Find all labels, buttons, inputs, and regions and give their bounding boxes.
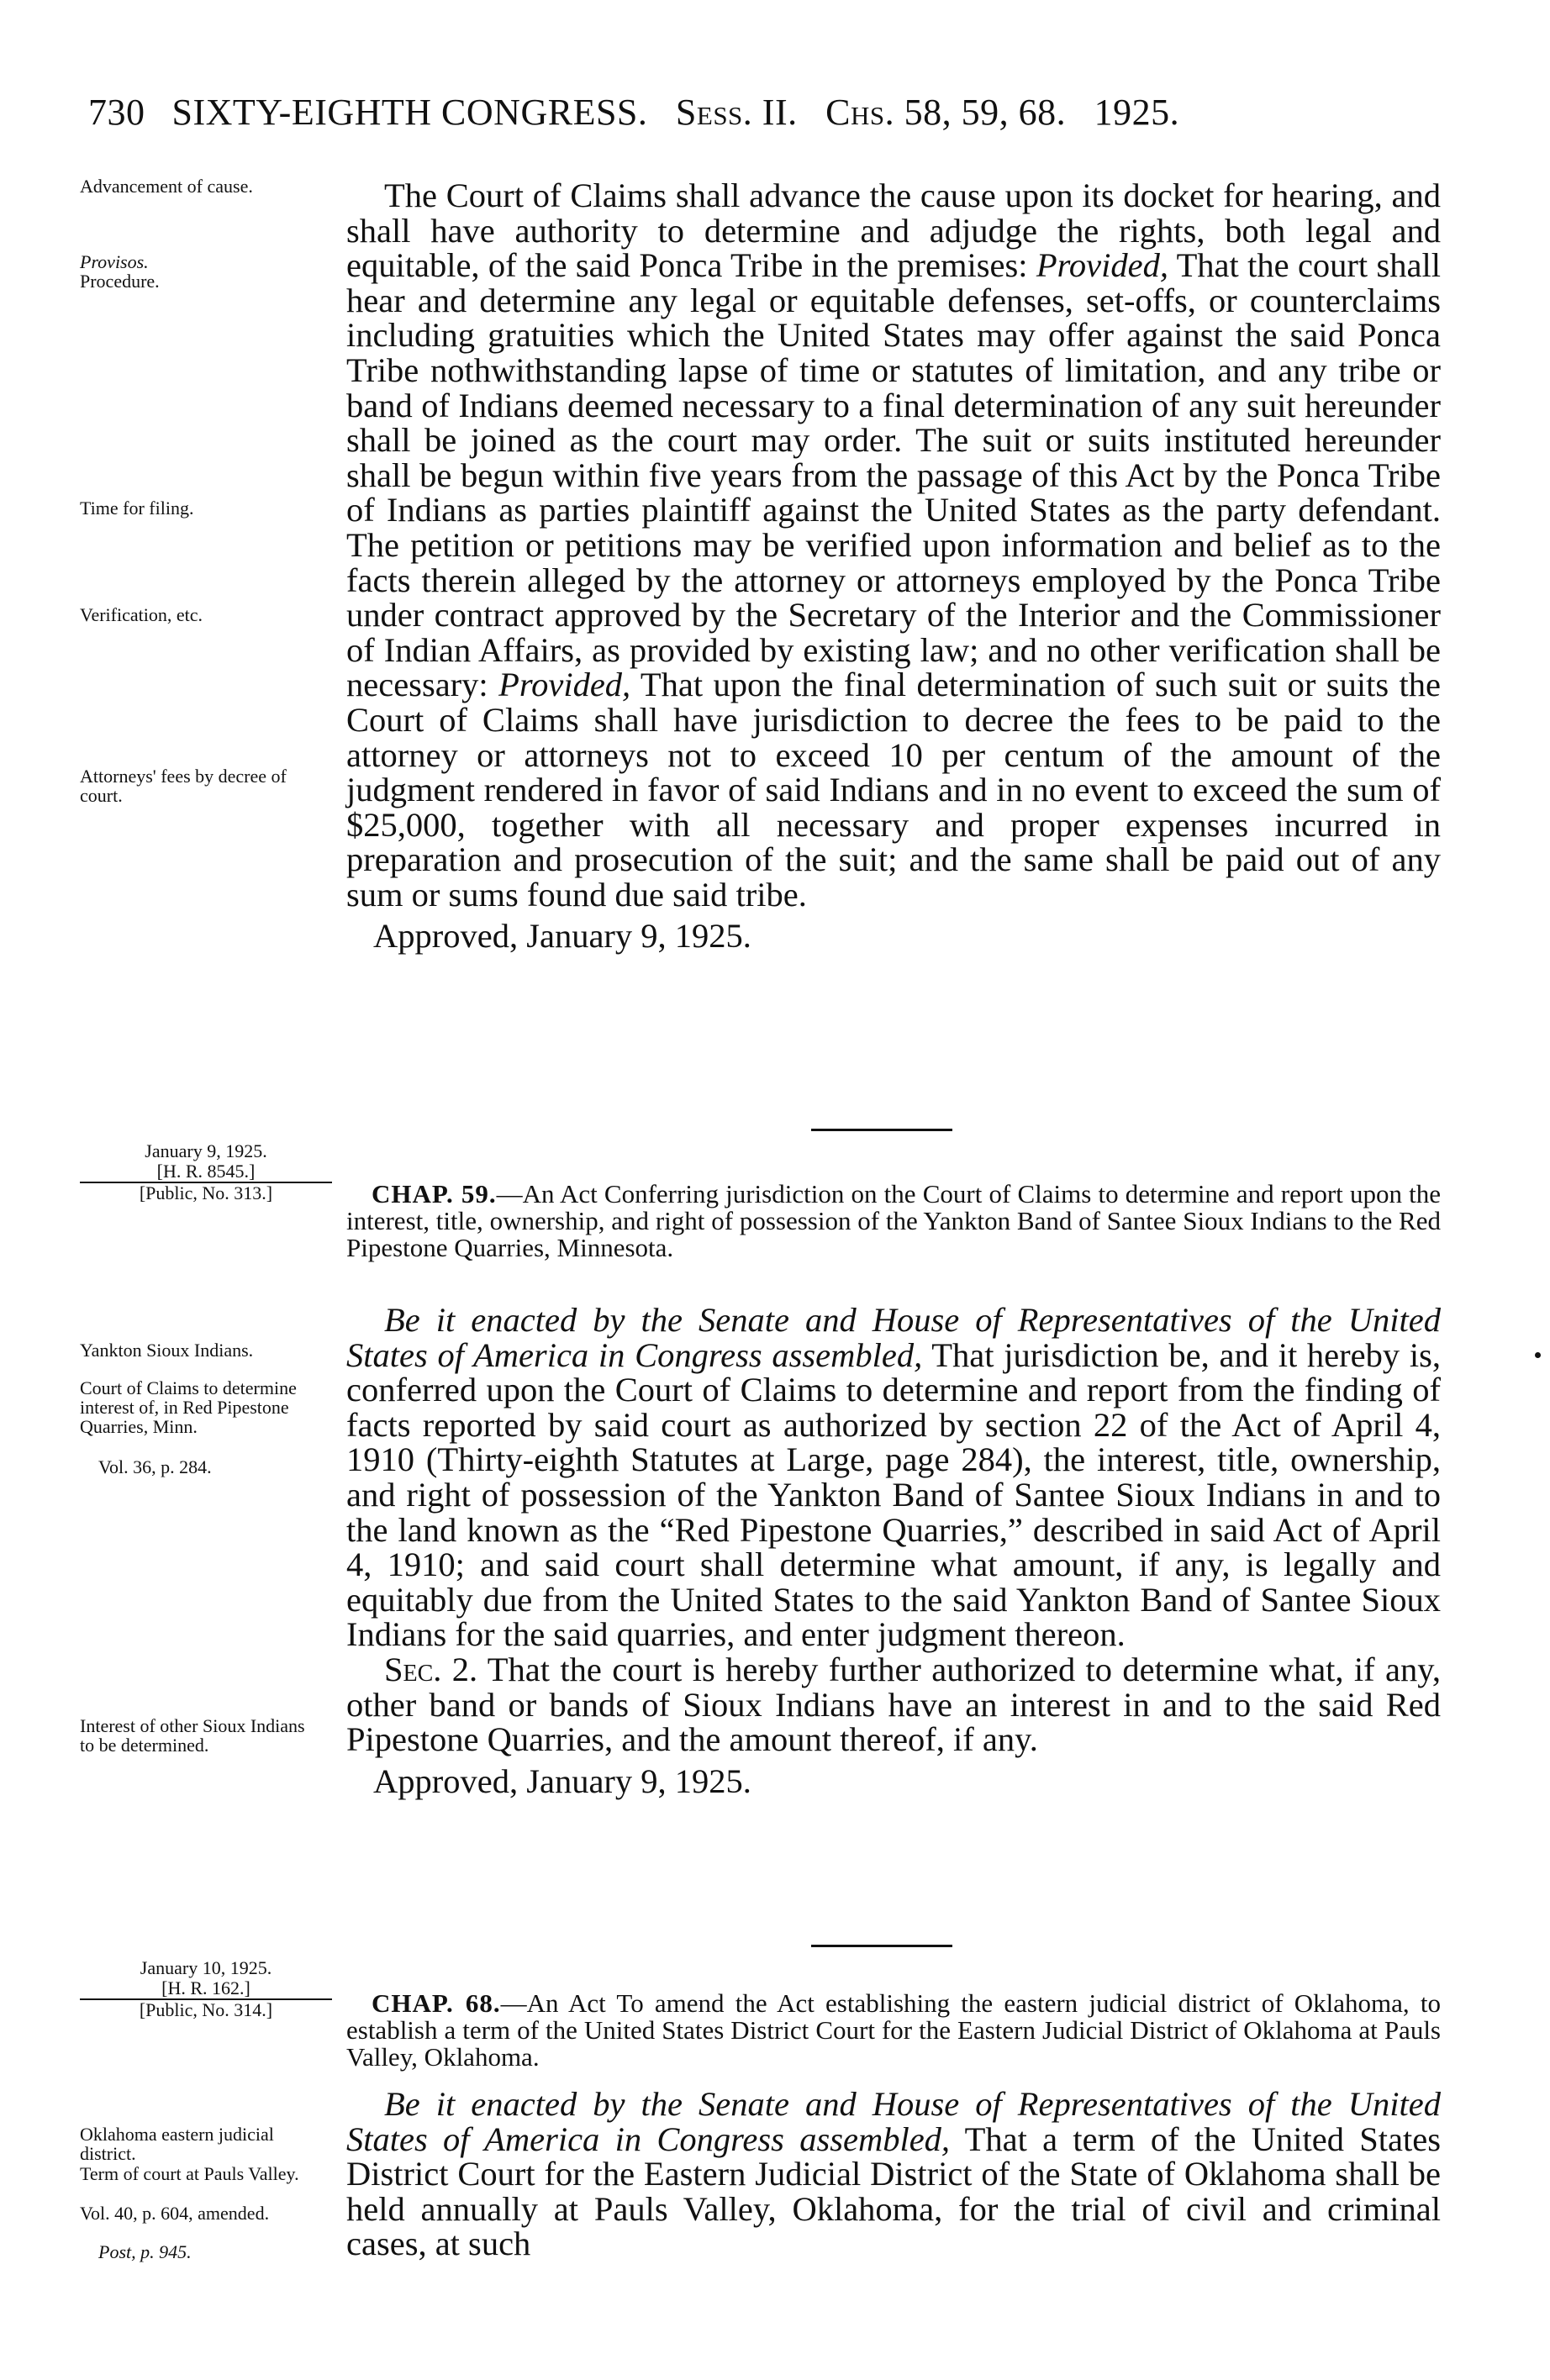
chap59-paragraph-1 [346,1303,1441,1652]
chap58-text-a: The Court of Claims shall advance the cause upon its docket for hearing, and shall have authority to determine and adjudge the rights, both legal and equitable, of the said Ponca Tribe in the premises: [346,176,1441,285]
chap59-paragraph-2 [346,1652,1441,1757]
margin-note-yankton: Yankton Sioux Indians. [80,1340,254,1361]
margin-note-verification: Verification, etc. [80,604,203,625]
page-number: 730 [88,92,145,133]
chap68-heading [346,1990,1441,2071]
chap59-text-1: That jurisdiction be, and it hereby is, conferred upon the Court of Claims to determine and report from the finding of facts reported by said court as authorized by section 22 of the Act of April 4, 1910 (Thirty-eighth Statutes at Large, page 284), the interest, title, ownership, and right of possession of the Yankton Band of Santee Sioux Indians in and to the land known as the “Red Pipestone Quarries,” described in said Act of April 4, 1910; and said court shall determine what amount, if any, is legally and equitably due from the United States to the said Yankton Band of Santee Sioux Indians for the said quarries, and enter judgment thereon. [346,1335,1441,1654]
chap68-paragraph-1 [346,2087,1441,2262]
margin-note-vol-40: Vol. 40, p. 604, amended. [80,2203,270,2224]
chap59-public: [Public, No. 313.] [139,1182,273,1203]
chap58-approved: Approved, January 9, 1925. [373,917,751,956]
chap59-title: —An Act Conferring jurisdiction on the Court of Claims to determine and report upon the interest, title, ownership, and right of possession of the Yankton Band of Santee Sioux Indians to the Red Pipestone Quarries, Minnesota. [346,1179,1442,1262]
running-head [88,91,1179,134]
margin-note-advancement: Advancement of cause. [80,176,253,197]
margin-note-time-for-filing: Time for filing. [80,498,194,519]
margin-note-post: Post, p. 945. [98,2241,192,2262]
chap59-enacting-clause: Be it enacted by the Senate and House of Representatives of the United States of America in Congress assembled, [346,1301,1441,1374]
chap59-sec2-label: Sec. 2. [384,1650,478,1688]
chap68-public: [Public, No. 314.] [139,1999,273,2020]
chap68-body [346,2087,1441,2262]
margin-note-vol-36: Vol. 36, p. 284. [98,1456,212,1477]
margin-note-attorneys-fees: Attorneys' fees by decree of court. [80,766,287,806]
page-mark [1535,1352,1541,1358]
margin-note-term-of-court: Term of court at Pauls Valley. [80,2163,299,2184]
chap59-sec2-text: That the court is hereby further authorized to determine what, if any, other band or bands of Sioux Indians have an interest in and to the said Red Pipestone Quarries, and the amount thereof, if any. [346,1650,1441,1759]
chap59-approved: Approved, January 9, 1925. [373,1761,751,1800]
chap68-hr: [H. R. 162.] [80,1978,332,2000]
chap59-date: January 9, 1925. [145,1140,267,1161]
chap58-body [346,178,1441,954]
session-label: Sess. II. [675,92,798,133]
section-divider-2 [811,1945,952,1947]
chap58-text-b: That the court shall hear and determine any legal or equitable defenses, set-offs, or counterclaims including gratuities which the United States may offer against the said Ponca Tribe nothwithstanding lapse of time or statutes of limitation, and any tribe or band of Indians deemed necessary to a final determination of any suit hereunder shall be joined as the court may order. The suit or suits instituted hereunder shall be begun within five years from the passage of this Act by the Ponca Tribe of Indians as parties plaintiff against the United States as the party defendant. The petition or petitions may be verified upon information and belief as to the facts therein alleged by the attorney or attorneys employed by the Ponca Tribe under contract approved by the Secretary of the Interior and the Commissioner of Indian Affairs, as provided by existing law; and no other verification shall be necessary: [346,246,1442,704]
chap58-text-c: That upon the final determination of such suit or suits the Court of Claims shall have jurisdiction to decree the fees to be paid to the attorney or attorneys not to exceed 10 per centum of the amount of the judgment rendered in favor of said Indians and in no event to exceed the sum of $25,000, together with all necessary and proper expenses incurred in preparation and prosecution of the suit; and the same shall be paid out of any sum or sums found due said tribe. [346,666,1441,914]
margin-note-interest-other-sioux: Interest of other Sioux Indians to be determined. [80,1715,305,1756]
chap59-hr: [H. R. 8545.] [80,1161,332,1183]
chap68-date: January 10, 1925. [140,1957,272,1978]
congress-title: SIXTY-EIGHTH CONGRESS. [171,92,648,133]
margin-note-provisos: Provisos. [80,251,149,272]
chap68-bill-reference [80,1958,332,2020]
chap68-enacting-clause: Be it enacted by the Senate and House of Representatives of the United States of America in Congress assembled, [346,2085,1441,2158]
chap68-text-1: That a term of the United States District Court for the Eastern Judicial District of the State of Oklahoma shall be held annually at Pauls Valley, Oklahoma, for the trial of civil and criminal cases, at such [346,2119,1441,2263]
provided-term-1: Provided, [1036,246,1168,285]
chap68-label: CHAP. 68. [372,1988,501,2018]
chap59-bill-reference [80,1141,332,1203]
chap59-heading [346,1181,1441,1261]
chap59-label: CHAP. 59. [372,1179,497,1208]
chap58-paragraph [346,178,1441,912]
chap59-body [346,1303,1441,1798]
provided-term-2: Provided, [498,666,631,704]
year-label: 1925. [1094,92,1180,133]
chap68-title: —An Act To amend the Act establishing the eastern judicial district of Oklahoma, to establish a term of the United States District Court for the Eastern Judicial District of Oklahoma at Pauls Valley, Oklahoma. [346,1988,1441,2072]
margin-note-oklahoma-district: Oklahoma eastern judicial district. [80,2124,274,2164]
chapters-label: Chs. 58, 59, 68. [825,92,1067,133]
margin-note-procedure: Procedure. [80,271,160,292]
section-divider [811,1129,952,1131]
margin-note-court-of-claims: Court of Claims to determine interest of, in Red Pipestone Quarries, Minn. [80,1377,297,1437]
